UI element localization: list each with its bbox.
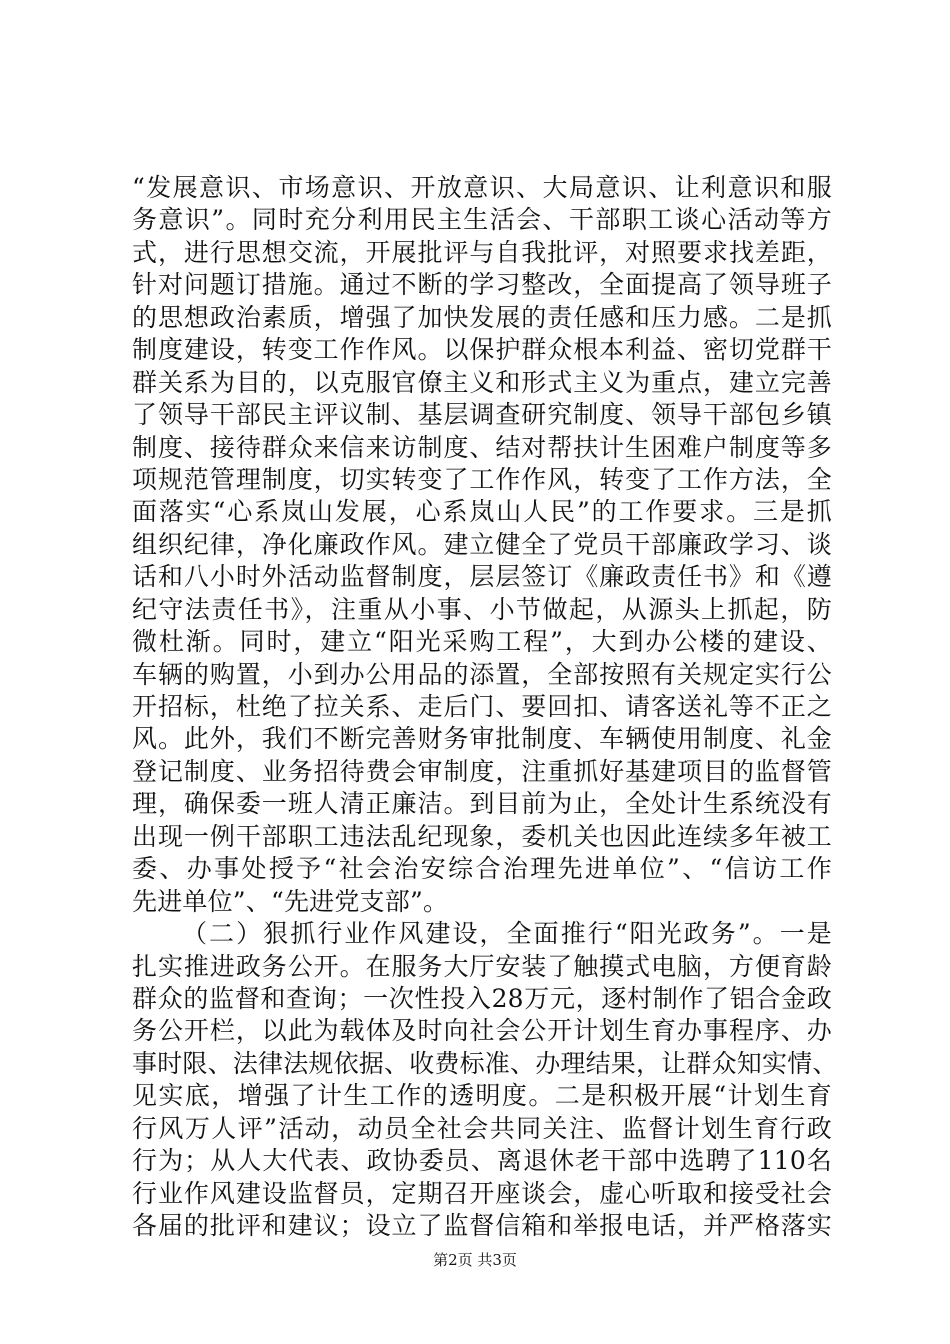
text-line: 委、办事处授予“社会治安综合治理先进单位”、“信访工作 [132, 854, 832, 884]
body-text [132, 172, 838, 1242]
text-line: 群关系为目的，以克服官僚主义和形式主义为重点，建立完善 [132, 367, 832, 397]
text-line: 各届的批评和建议；设立了监督信箱和举报电话，并严格落实 [132, 1211, 832, 1240]
text-line: 纪守法责任书》，注重从小事、小节做起，从源头上抓起，防 [132, 594, 832, 624]
text-line: 了领导干部民主评议制、基层调查研究制度、领导干部包乡镇 [132, 400, 832, 430]
text-line: 风。此外，我们不断完善财务审批制度、车辆使用制度、礼金 [132, 724, 832, 754]
text-line: 扎实推进政务公开。在服务大厅安装了触摸式电脑，方便育龄 [132, 951, 832, 981]
text-line: 务意识”。同时充分利用民主生活会、干部职工谈心活动等方 [132, 205, 832, 235]
paragraph-end-line: 先进单位”、“先进党支部”。 [132, 886, 449, 916]
text-line: 行业作风建设监督员，定期召开座谈会，虚心听取和接受社会 [132, 1178, 832, 1208]
paragraph-start-line: （二）狠抓行业作风建设，全面推行“阳光政务”。一是 [182, 919, 832, 949]
text-line: 行为；从人大代表、政协委员、离退休老干部中选聘了110名 [132, 1146, 832, 1176]
text-line: 出现一例干部职工违法乱纪现象，委机关也因此连续多年被工 [132, 821, 832, 851]
text-line: 针对问题订措施。通过不断的学习整改，全面提高了领导班子 [132, 270, 832, 300]
text-line: 车辆的购置，小到办公用品的添置，全部按照有关规定实行公 [132, 659, 832, 689]
text-line: 群众的监督和查询；一次性投入28万元，逐村制作了铝合金政 [132, 983, 832, 1013]
text-line: 登记制度、业务招待费会审制度，注重抓好基建项目的监督管 [132, 756, 832, 786]
text-line: 事时限、法律法规依据、收费标准、办理结果，让群众知实情、 [132, 1048, 838, 1078]
text-line: 的思想政治素质，增强了加快发展的责任感和压力感。二是抓 [132, 302, 832, 332]
text-line: 微杜渐。同时，建立“阳光采购工程”，大到办公楼的建设、 [132, 627, 832, 657]
text-line: 行风万人评”活动，动员全社会共同关注、监督计划生育行政 [132, 1113, 832, 1143]
text-line: 制度建设，转变工作作风。以保护群众根本利益、密切党群干 [132, 335, 832, 365]
text-line: “发展意识、市场意识、开放意识、大局意识、让利意识和服 [132, 173, 832, 202]
text-line: 理，确保委一班人清正廉洁。到目前为止，全处计生系统没有 [132, 789, 832, 819]
text-line: 项规范管理制度，切实转变了工作作风，转变了工作方法，全 [132, 464, 832, 494]
text-line: 制度、接待群众来信来访制度、结对帮扶计生困难户制度等多 [132, 432, 832, 462]
text-line: 面落实“心系岚山发展，心系岚山人民”的工作要求。三是抓 [132, 497, 832, 527]
text-line: 话和八小时外活动监督制度，层层签订《廉政责任书》和《遵 [132, 562, 832, 592]
text-line: 开招标，杜绝了拉关系、走后门、要回扣、请客送礼等不正之 [132, 692, 832, 721]
text-line: 见实底，增强了计生工作的透明度。二是积极开展“计划生育 [132, 1081, 832, 1111]
text-line: 式，进行思想交流，开展批评与自我批评，对照要求找差距， [132, 237, 832, 267]
page-number-footer: 第2页 共3页 [433, 1251, 517, 1269]
text-line: 务公开栏，以此为载体及时向社会公开计划生育办事程序、办 [132, 1016, 832, 1046]
text-line: 组织纪律，净化廉政作风。建立健全了党员干部廉政学习、谈 [132, 529, 832, 559]
